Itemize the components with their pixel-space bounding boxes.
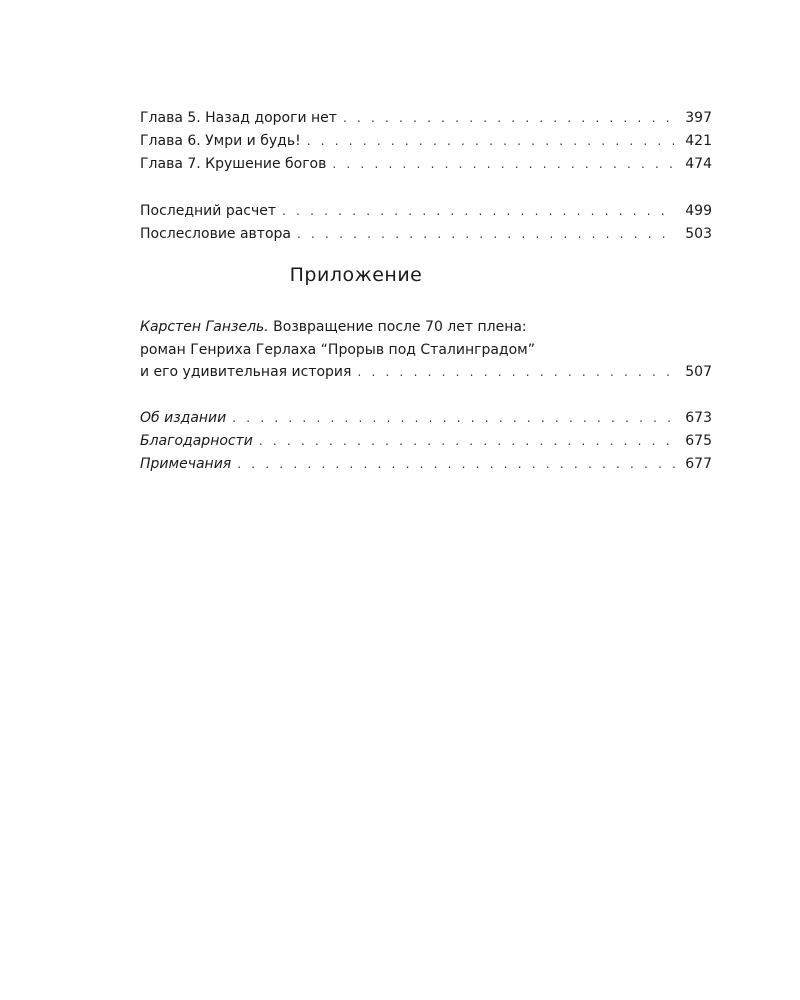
toc-entry-title: Примечания bbox=[140, 456, 232, 472]
toc-entry-page: 507 bbox=[685, 364, 712, 380]
appendix-article-author: Карстен Ганзель. bbox=[140, 319, 269, 335]
toc-entry-page: 397 bbox=[685, 110, 712, 126]
dot-leader bbox=[259, 431, 676, 451]
toc-entry-notes[interactable] bbox=[140, 454, 712, 474]
toc-entry-last-reckoning[interactable] bbox=[140, 201, 712, 221]
dot-leader bbox=[282, 201, 676, 221]
dot-leader bbox=[297, 224, 676, 244]
toc-entry-chapter-7[interactable] bbox=[140, 154, 712, 174]
toc-entry-page: 673 bbox=[685, 410, 712, 426]
dot-leader bbox=[237, 454, 676, 474]
toc-entry-title: Благодарности bbox=[140, 433, 253, 449]
toc-entry-title: Глава 5. Назад дороги нет bbox=[140, 110, 337, 126]
toc-entry-page: 503 bbox=[685, 226, 712, 242]
appendix-article-line-1[interactable] bbox=[140, 317, 527, 337]
dot-leader bbox=[232, 408, 676, 428]
toc-entry-page: 675 bbox=[685, 433, 712, 449]
toc-entry-acknowledgements[interactable] bbox=[140, 431, 712, 451]
appendix-article-line-2[interactable]: роман Генриха Герлаха “Прорыв под Сталинградом” bbox=[140, 342, 535, 358]
dot-leader bbox=[357, 362, 676, 382]
toc-entry-title: Послесловие автора bbox=[140, 226, 291, 242]
dot-leader bbox=[343, 108, 676, 128]
toc-entry-title: и его удивительная история bbox=[140, 364, 352, 380]
toc-entry-about-edition[interactable] bbox=[140, 408, 712, 428]
toc-entry-title: Последний расчет bbox=[140, 203, 277, 219]
appendix-heading: Приложение bbox=[289, 264, 423, 286]
toc-entry-appendix-article[interactable] bbox=[140, 362, 712, 382]
appendix-article-title-part-1: Возвращение после 70 лет плена: bbox=[273, 319, 527, 335]
toc-entry-title: Глава 6. Умри и будь! bbox=[140, 133, 301, 149]
toc-entry-chapter-5[interactable] bbox=[140, 108, 712, 128]
toc-entry-page: 499 bbox=[685, 203, 712, 219]
toc-entry-page: 421 bbox=[685, 133, 712, 149]
toc-entry-afterword[interactable] bbox=[140, 224, 712, 244]
dot-leader bbox=[307, 131, 676, 151]
toc-entry-title: Об издании bbox=[140, 410, 227, 426]
toc-entry-page: 474 bbox=[685, 156, 712, 172]
dot-leader bbox=[332, 154, 676, 174]
toc-entry-page: 677 bbox=[685, 456, 712, 472]
toc-entry-title: Глава 7. Крушение богов bbox=[140, 156, 327, 172]
toc-entry-chapter-6[interactable] bbox=[140, 131, 712, 151]
